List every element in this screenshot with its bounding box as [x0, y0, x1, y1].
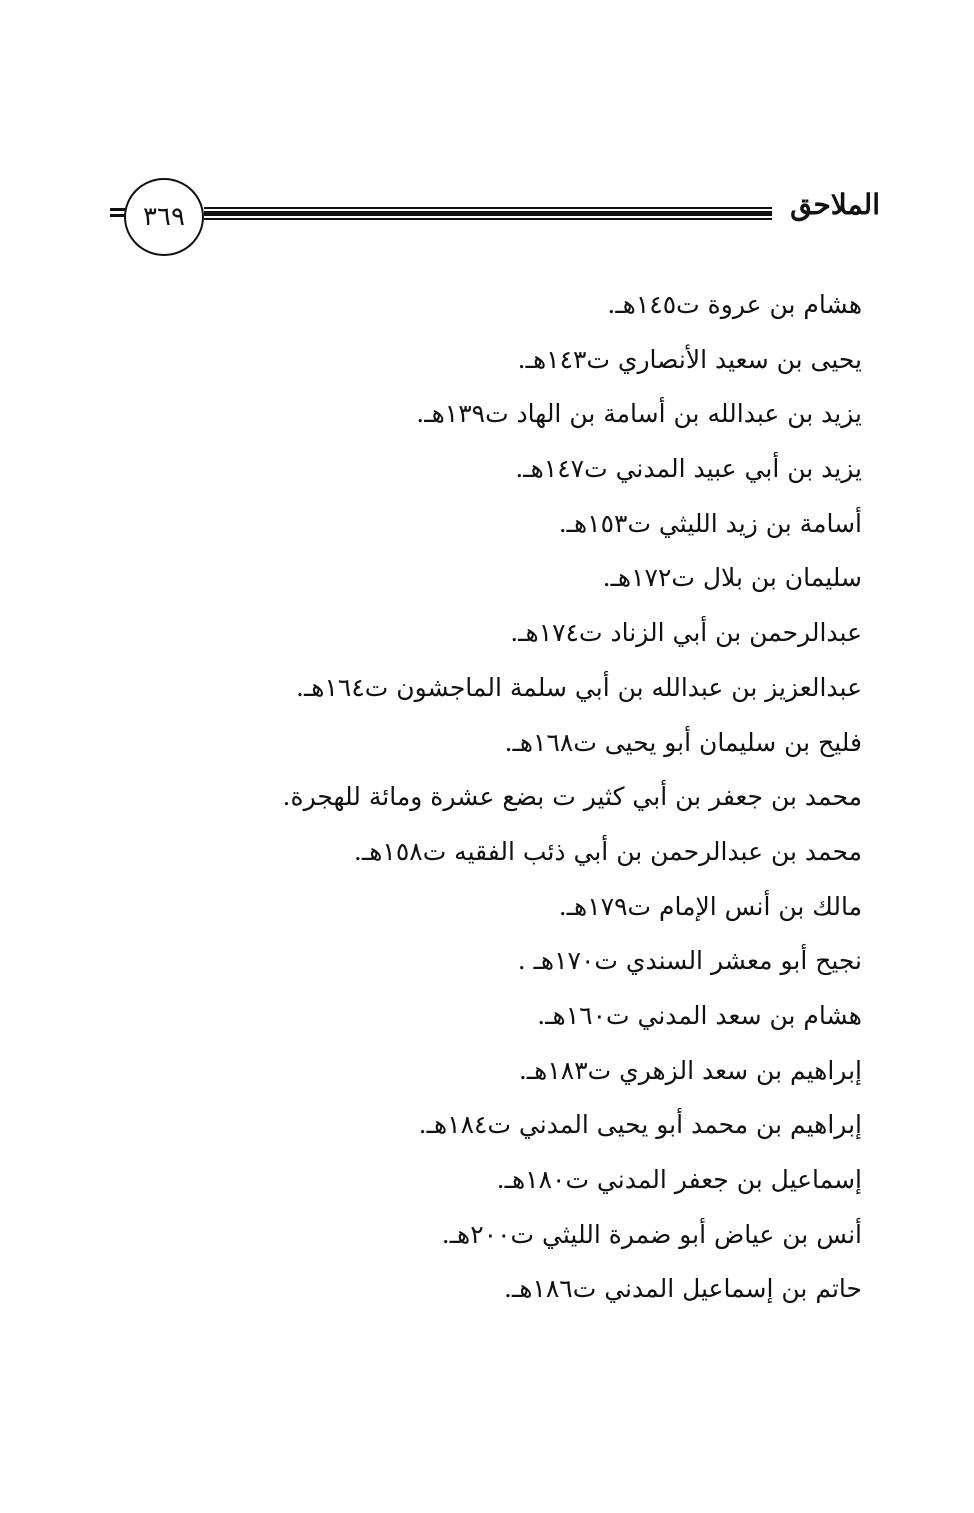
narrator-entry: حاتم بن إسماعيل المدني ت١٨٦هـ. — [503, 1274, 862, 1304]
narrator-entry: نجيح أبو معشر السندي ت١٧٠هـ . — [517, 946, 862, 976]
narrator-entry: محمد بن عبدالرحمن بن أبي ذئب الفقيه ت١٥٨هـ. — [353, 836, 862, 866]
narrator-entry: محمد بن جعفر بن أبي كثير ت بضع عشرة ومائة للهجرة. — [282, 782, 862, 812]
narrator-entry: هشام بن سعد المدني ت١٦٠هـ. — [537, 1000, 862, 1030]
narrator-entry: إسماعيل بن جعفر المدني ت١٨٠هـ. — [496, 1165, 862, 1194]
section-title: الملاحق — [790, 188, 880, 221]
page-number-text: ٣٦٩ — [143, 202, 185, 232]
narrator-entry: أنس بن عياض أبو ضمرة الليثي ت٢٠٠هـ. — [441, 1219, 862, 1249]
header-rule — [204, 207, 772, 221]
narrator-entry: أسامة بن زيد الليثي ت١٥٣هـ. — [558, 508, 862, 538]
narrator-entry: يحيى بن سعيد الأنصاري ت١٤٣هـ. — [517, 344, 862, 374]
narrator-entry: عبدالعزيز بن عبدالله بن أبي سلمة الماجشون ت١٦٤هـ. — [296, 672, 862, 702]
narrator-entry: هشام بن عروة ت١٤٥هـ. — [607, 290, 862, 319]
page-number — [124, 178, 204, 256]
narrator-entry: سليمان بن بلال ت١٧٢هـ. — [602, 563, 862, 593]
page-header — [110, 178, 880, 258]
narrator-entry: يزيد بن عبدالله بن أسامة بن الهاد ت١٣٩هـ. — [416, 399, 862, 429]
narrator-list — [262, 278, 862, 1317]
narrator-entry: عبدالرحمن بن أبي الزناد ت١٧٤هـ. — [510, 618, 862, 648]
narrator-entry: يزيد بن أبي عبيد المدني ت١٤٧هـ. — [515, 454, 862, 484]
narrator-entry: إبراهيم بن سعد الزهري ت١٨٣هـ. — [518, 1055, 862, 1085]
narrator-entry: إبراهيم بن محمد أبو يحيى المدني ت١٨٤هـ. — [418, 1110, 862, 1140]
narrator-entry: مالك بن أنس الإمام ت١٧٩هـ. — [558, 891, 862, 921]
narrator-entry: فليح بن سليمان أبو يحيى ت١٦٨هـ. — [504, 727, 862, 757]
